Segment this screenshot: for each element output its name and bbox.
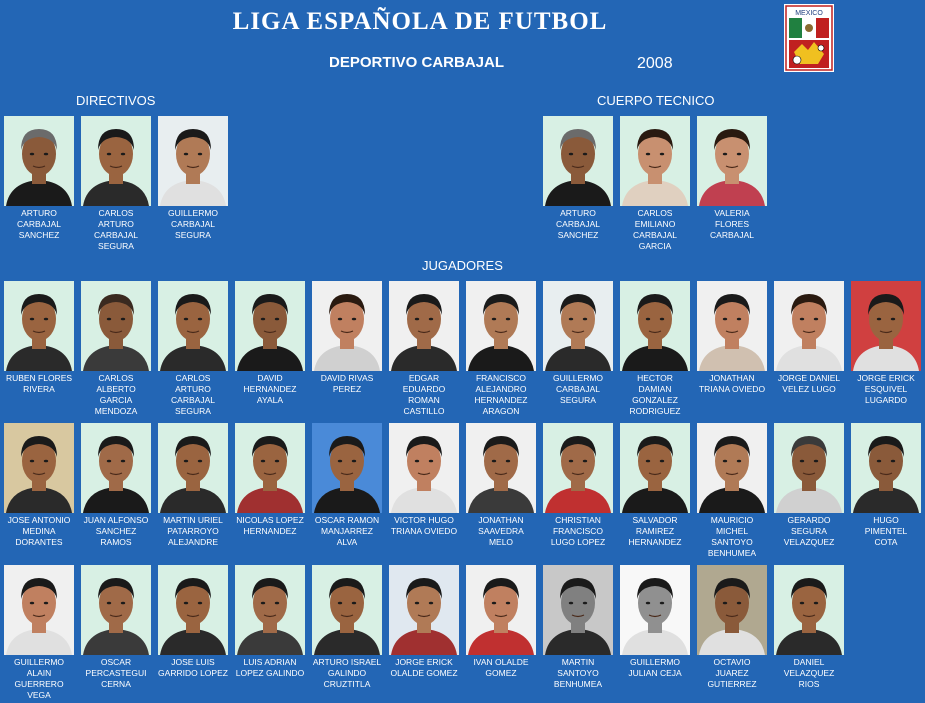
- member-card: [4, 565, 74, 701]
- member-photo: [620, 423, 690, 513]
- member-name: JONATHAN SAAVEDRA MELO: [478, 515, 524, 547]
- member-card: [235, 423, 305, 559]
- member-card: [235, 565, 305, 701]
- portrait-graphic: [312, 423, 382, 513]
- member-card: [312, 565, 382, 701]
- member-photo: [697, 281, 767, 371]
- team-name: DEPORTIVO CARBAJAL: [329, 54, 505, 71]
- member-name: SALVADOR RAMIREZ HERNANDEZ: [628, 515, 682, 547]
- portrait-graphic: [697, 423, 767, 513]
- portrait-graphic: [543, 423, 613, 513]
- member-card: [620, 565, 690, 701]
- member-name: DAVID HERNANDEZ AYALA: [243, 373, 297, 405]
- mexico-crest-logo: [784, 4, 834, 72]
- jugadores-heading: JUGADORES: [422, 258, 503, 273]
- portrait-graphic: [312, 281, 382, 371]
- member-name: GUILLERMO CARBAJAL SEGURA: [167, 208, 219, 240]
- cuerpo-tecnico-heading: CUERPO TECNICO: [597, 93, 715, 108]
- member-card: [697, 116, 767, 252]
- member-name: VICTOR HUGO TRIANA OVIEDO: [390, 515, 458, 536]
- portrait-graphic: [4, 423, 74, 513]
- member-photo: [466, 565, 536, 655]
- member-card: [81, 116, 151, 252]
- member-name: CARLOS ARTURO CARBAJAL SEGURA: [171, 373, 215, 416]
- member-photo: [851, 281, 921, 371]
- member-name: MARTIN SANTOYO BENHUMEA: [553, 657, 603, 689]
- member-photo: [158, 116, 228, 206]
- member-name: NICOLAS LOPEZ HERNANDEZ: [236, 515, 304, 536]
- member-photo: [4, 116, 74, 206]
- member-card: [697, 423, 767, 559]
- member-photo: [543, 565, 613, 655]
- member-photo: [4, 281, 74, 371]
- member-card: [389, 423, 459, 559]
- portrait-graphic: [389, 281, 459, 371]
- member-photo: [235, 423, 305, 513]
- portrait-graphic: [158, 565, 228, 655]
- portrait-graphic: [158, 423, 228, 513]
- member-photo: [235, 281, 305, 371]
- member-card: [774, 281, 844, 417]
- member-name: CARLOS ARTURO CARBAJAL SEGURA: [94, 208, 138, 251]
- portrait-graphic: [81, 281, 151, 371]
- member-name: EDGAR EDUARDO ROMAN CASTILLO: [402, 373, 446, 416]
- member-card: [158, 565, 228, 701]
- member-card: [466, 423, 536, 559]
- member-card: [543, 281, 613, 417]
- member-photo: [81, 565, 151, 655]
- portrait-graphic: [235, 281, 305, 371]
- member-photo: [620, 565, 690, 655]
- member-card: [620, 281, 690, 417]
- portrait-graphic: [466, 281, 536, 371]
- portrait-graphic: [466, 565, 536, 655]
- member-name: MARTIN URIEL PATARROYO ALEJANDRE: [163, 515, 223, 547]
- member-name: ARTURO ISRAEL GALINDO CRUZTITLA: [312, 657, 382, 689]
- member-photo: [4, 565, 74, 655]
- member-card: [851, 281, 921, 417]
- member-photo: [312, 423, 382, 513]
- member-photo: [81, 423, 151, 513]
- portrait-graphic: [774, 565, 844, 655]
- member-card: [543, 423, 613, 559]
- portrait-graphic: [620, 423, 690, 513]
- member-photo: [235, 565, 305, 655]
- member-photo: [697, 565, 767, 655]
- member-photo: [543, 423, 613, 513]
- member-photo: [389, 281, 459, 371]
- member-name: JOSE LUIS GARRIDO LOPEZ: [158, 657, 228, 678]
- member-card: [4, 423, 74, 559]
- season-year: 2008: [637, 55, 673, 72]
- member-photo: [158, 423, 228, 513]
- member-card: [4, 281, 74, 417]
- portrait-graphic: [697, 116, 767, 206]
- member-name: OSCAR RAMON MANJARREZ ALVA: [314, 515, 380, 547]
- cuerpo-tecnico-grid: [543, 116, 774, 252]
- member-name: JORGE ERICK ESQUIVEL LUGARDO: [857, 373, 915, 405]
- member-photo: [4, 423, 74, 513]
- member-name: DAVID RIVAS PEREZ: [320, 373, 374, 394]
- member-card: [543, 565, 613, 701]
- portrait-graphic: [4, 565, 74, 655]
- member-name: ARTURO CARBAJAL SANCHEZ: [556, 208, 600, 240]
- member-photo: [312, 281, 382, 371]
- member-photo: [697, 116, 767, 206]
- member-name: ARTURO CARBAJAL SANCHEZ: [17, 208, 61, 240]
- member-name: FRANCISCO ALEJANDRO HERNANDEZ ARAGON: [474, 373, 528, 416]
- portrait-graphic: [158, 116, 228, 206]
- member-card: [312, 281, 382, 417]
- member-photo: [389, 423, 459, 513]
- member-card: [158, 423, 228, 559]
- portrait-graphic: [466, 423, 536, 513]
- member-card: [466, 565, 536, 701]
- member-card: [697, 565, 767, 701]
- member-photo: [389, 565, 459, 655]
- page-title: LIGA ESPAÑOLA DE FUTBOL: [232, 8, 608, 35]
- member-photo: [543, 281, 613, 371]
- directivos-grid: [4, 116, 235, 252]
- member-name: HUGO PIMENTEL COTA: [864, 515, 908, 547]
- portrait-graphic: [543, 565, 613, 655]
- member-card: [235, 281, 305, 417]
- member-photo: [312, 565, 382, 655]
- member-name: CARLOS ALBERTO GARCIA MENDOZA: [94, 373, 138, 416]
- member-card: [466, 281, 536, 417]
- directivos-heading: DIRECTIVOS: [76, 93, 156, 108]
- member-photo: [466, 281, 536, 371]
- member-name: VALERIA FLORES CARBAJAL: [710, 208, 754, 240]
- jugadores-row-2: [4, 423, 925, 559]
- portrait-graphic: [697, 565, 767, 655]
- member-name: CARLOS EMILIANO CARBAJAL GARCIA: [633, 208, 677, 251]
- member-card: [697, 281, 767, 417]
- member-name: RUBEN FLORES RIVERA: [5, 373, 73, 394]
- member-name: GERARDO SEGURA VELAZQUEZ: [783, 515, 835, 547]
- member-photo: [158, 281, 228, 371]
- member-photo: [81, 281, 151, 371]
- member-card: [158, 281, 228, 417]
- portrait-graphic: [620, 116, 690, 206]
- portrait-graphic: [312, 565, 382, 655]
- member-photo: [620, 116, 690, 206]
- jugadores-row-1: [4, 281, 925, 417]
- member-photo: [774, 281, 844, 371]
- member-card: [158, 116, 228, 252]
- portrait-graphic: [4, 116, 74, 206]
- member-name: MAURICIO MICHEL SANTOYO BENHUMEA: [707, 515, 757, 558]
- portrait-graphic: [389, 565, 459, 655]
- member-name: LUIS ADRIAN LOPEZ GALINDO: [235, 657, 305, 678]
- portrait-graphic: [81, 565, 151, 655]
- member-card: [851, 423, 921, 559]
- member-card: [81, 423, 151, 559]
- member-card: [774, 565, 844, 701]
- member-name: DANIEL VELAZQUEZ RIOS: [783, 657, 835, 689]
- member-card: [81, 565, 151, 701]
- portrait-graphic: [620, 281, 690, 371]
- member-photo: [620, 281, 690, 371]
- member-card: [81, 281, 151, 417]
- portrait-graphic: [851, 423, 921, 513]
- crest-label: MEXICO: [795, 10, 823, 17]
- member-card: [389, 281, 459, 417]
- portrait-graphic: [543, 116, 613, 206]
- member-name: GUILLERMO CARBAJAL SEGURA: [552, 373, 604, 405]
- member-photo: [81, 116, 151, 206]
- member-name: IVAN OLALDE GOMEZ: [473, 657, 529, 678]
- member-name: JORGE DANIEL VELEZ LUGO: [777, 373, 841, 394]
- member-name: GUILLERMO ALAIN GUERRERO VEGA: [13, 657, 65, 700]
- portrait-graphic: [851, 281, 921, 371]
- member-card: [312, 423, 382, 559]
- portrait-graphic: [774, 281, 844, 371]
- member-name: CHRISTIAN FRANCISCO LUGO LOPEZ: [550, 515, 606, 547]
- portrait-graphic: [774, 423, 844, 513]
- portrait-graphic: [543, 281, 613, 371]
- member-photo: [466, 423, 536, 513]
- portrait-graphic: [620, 565, 690, 655]
- portrait-graphic: [81, 116, 151, 206]
- member-photo: [774, 423, 844, 513]
- member-card: [543, 116, 613, 252]
- jugadores-row-3: [4, 565, 851, 701]
- member-card: [620, 423, 690, 559]
- member-name: JONATHAN TRIANA OVIEDO: [698, 373, 766, 394]
- member-name: JUAN ALFONSO SANCHEZ RAMOS: [83, 515, 149, 547]
- member-name: GUILLERMO JULIAN CEJA: [628, 657, 682, 678]
- portrait-graphic: [697, 281, 767, 371]
- member-name: OSCAR PERCASTEGUI CERNA: [85, 657, 147, 689]
- member-card: [4, 116, 74, 252]
- member-name: OCTAVIO JUAREZ GUTIERREZ: [707, 657, 757, 689]
- member-name: HECTOR DAMIAN GONZALEZ RODRIGUEZ: [629, 373, 681, 416]
- member-card: [389, 565, 459, 701]
- portrait-graphic: [4, 281, 74, 371]
- portrait-graphic: [389, 423, 459, 513]
- portrait-graphic: [235, 423, 305, 513]
- member-photo: [158, 565, 228, 655]
- member-name: JOSE ANTONIO MEDINA DORANTES: [7, 515, 71, 547]
- member-photo: [697, 423, 767, 513]
- member-photo: [774, 565, 844, 655]
- portrait-graphic: [81, 423, 151, 513]
- member-card: [774, 423, 844, 559]
- portrait-graphic: [158, 281, 228, 371]
- member-photo: [851, 423, 921, 513]
- member-name: JORGE ERICK OLALDE GOMEZ: [390, 657, 458, 678]
- member-photo: [543, 116, 613, 206]
- portrait-graphic: [235, 565, 305, 655]
- member-card: [620, 116, 690, 252]
